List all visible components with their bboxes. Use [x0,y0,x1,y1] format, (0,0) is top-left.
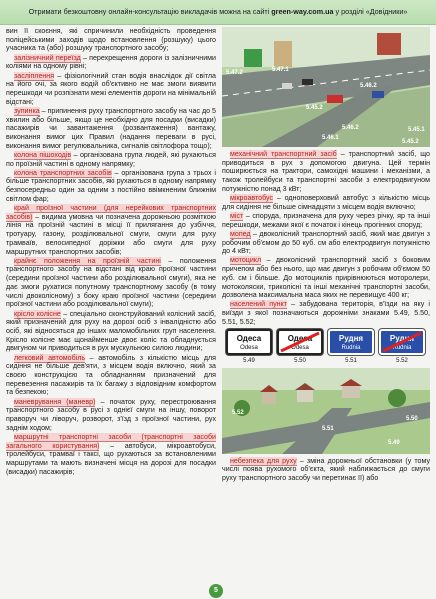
settlement-sign [277,329,323,355]
road-scene-bottom [222,368,430,454]
road-illustration-top [222,27,430,147]
defined-term: колона транспортних засобів [14,168,112,177]
definition-text: – забудована територія, в'їзди на яку і виїзди з якої позначаються дорожніми знаками 5.49, 5.50, 5.51, 5.52; [222,300,430,326]
definition-text: – організована група з трьох і більше транспортних засобів, які рухаються в одному напрямку безпосередньо один за одним з постійно ввімкненим ближнім світлом фар; [6,168,216,203]
definition-text: – спеціально сконструйований колісний засіб, який призначений для руху на дорозі осіб з інвалідністю або осіб, які відносяться до інших маломобільних груп населення. Крісло колісне має щонайменше двоє коліс та обладнується двигуном чи приводиться в рух мускульною силою людини; [6,309,216,353]
image-sign-label: 5.46.1 [322,135,339,141]
right-column [222,27,430,587]
cross-out-line-icon [381,331,423,353]
cross-out-line-icon [279,331,321,353]
sign-city-name: Рудня [389,333,415,343]
defined-term: крайнє положення на проїзній частині [14,256,161,265]
definition-paragraph [6,257,216,309]
definition-paragraph [6,72,216,107]
sign-city-name: Рудня [338,333,364,343]
defined-term: небезпека для руху [230,456,297,465]
definition-paragraph [6,107,216,151]
definition-text: – одноповерховий автобус з кількістю місць для сидіння не більше сімнадцяти з місцем водія включно; [222,194,430,211]
settlement-sign [328,329,374,355]
sign-city-name: Одеса [287,333,313,343]
image-sign-label: 5.46.2 [342,125,359,131]
defined-term: крісло колісне [14,309,61,318]
image-sign-label: 5.50 [406,415,418,422]
definition-text: – двоколісний транспортний засіб, який має двигун з робочим об'ємом до 50 куб. см або електродвигун потужністю до 4 кВт; [222,229,430,256]
definition-paragraph [6,169,216,204]
page-number: 5 [209,584,223,598]
sign-number: 5.52 [396,357,408,364]
road-illustration-bottom [222,368,430,454]
defined-term: засліплення [14,71,55,80]
defined-term: міст [230,211,244,220]
image-sign-label: 5.49 [388,439,400,446]
image-sign-label: 5.46.2 [360,83,377,89]
definition-text: – початок руху, перестроювання транспортного засобу в русі з однієї смуги на іншу, поворот праворуч чи ліворуч, розворот, з'їзд з проїзної частини, рух заднім ходом; [6,397,216,432]
image-sign-label: 5.51 [322,425,334,432]
definition-text: – автобуси, мікроавтобуси, тролейбуси, трамваї і таксі, що рухаються за встановленими маршрутами та мають визначені місця на дорозі для посадки (висадки) пасажирів; [6,441,216,476]
definition-text: – зміна дорожньої обстановки (у тому числі поява рухомого об'єкта, який наближається до смуги руху транспортного засобу чи перетинає її) або [222,456,430,482]
settlement-sign [379,329,425,355]
definition-text: – положення транспортного засобу на відстані від краю проїзної частини (середини проїзної частини або розділювальної смуги), яка не дає змоги рухатися попутному транспортному засобу (в тому числі двоколісному) з боку краю проїзної частини (середини проїзної частини або розділювальної смуги); [6,256,216,309]
definition-paragraph [6,204,216,256]
definition-paragraph [6,354,216,398]
image-sign-label: 5.52 [232,409,244,416]
definition-text: – споруда, призначена для руху через річку, яр та інші перешкоди, межами якої є початок і кінець прогінних споруд; [222,211,430,229]
definition-paragraph [6,398,216,433]
definition-text: – організована група людей, які рухаються по проїзній частині в одному напрямку; [6,150,216,168]
site-link[interactable]: green-way.com.ua [271,7,334,16]
definition-paragraph [6,27,216,53]
defined-term: легковий автомобіль [14,353,86,362]
sign-latin-name: Odesa [291,344,309,351]
defined-term: залізничний переїзд [14,53,81,62]
sign-latin-name: Rudnia [341,344,361,351]
definition-paragraph [6,54,216,71]
definition-text: – транспортний засіб, що приводиться в рух з допомогою двигуна. Цей термін поширюється на трактори, самохідні машини і механізми, а також тролейбуси та транспортні засоби з електродвигуном потужністю понад 3 кВт; [222,150,430,193]
defined-term: край проїзної частини (для нерейкових транспортних засобів) [6,204,216,221]
definition-text: – автомобіль з кількістю місць для сидіння не більше дев'яти, з місцем водія включно, який за своєю конструкцією та обладнанням призначений для перевезення пасажирів та їх багажу з відповідним комфортом та безпекою; [6,353,216,397]
definition-paragraph [6,310,216,354]
left-column [6,27,216,587]
definition-text: – припинення руху транспортного засобу на час до 5 хвилин або більше, якщо це необхідно для посадки (висадки) пасажирів чи завантаження (розвантаження) вантажу, виконання вимог цих Правил (надання переваги в русі, виконання вимог регулювальника, сигналів світлофора тощо); [6,106,216,150]
defined-term: населений пункт [230,300,287,309]
image-sign-label: 5.47.2 [226,70,243,76]
image-sign-label: 5.45.1 [408,127,425,133]
sign-latin-name: Odesa [240,344,258,351]
defined-term: мопед [230,229,251,238]
sign-latin-name: Rudnia [392,344,412,351]
sign-number: 5.51 [345,357,357,364]
definition-paragraph [222,230,430,256]
page-header: Отримати безкоштовну онлайн-консультацію викладачів можна на сайті green-way.com.ua у розділі «Довідники» [0,0,436,25]
definition-paragraph [222,457,430,483]
definition-text: вин її скоєння, які спричинили необхідність проведення поліцейськими заходів щодо встановлення (розшуку) цього учасника та (або) розшуку транспортного засобу; [6,27,216,53]
definition-paragraph [222,150,430,194]
definition-paragraph [6,433,216,477]
image-sign-label: 5.45.2 [306,105,323,111]
image-sign-label: 5.45.2 [402,139,419,145]
sign-number: 5.49 [243,357,255,364]
sign-city-name: Одеса [236,333,262,343]
defined-term: маневрування (маневр) [14,397,96,406]
definition-paragraph [6,151,216,168]
definition-paragraph [222,194,430,211]
defined-term: зупинка [14,106,40,115]
sign-number: 5.50 [294,357,306,364]
road-scene-top [222,27,430,147]
defined-term: мікроавтобус [230,194,274,203]
definition-paragraph [222,212,430,229]
defined-term: колона пішоходів [14,150,72,159]
defined-term: маршрутні транспортні засоби (транспортні засоби загального користування) [6,432,216,450]
settlement-sign [226,329,272,355]
settlement-signs-row [222,329,430,367]
definition-text: – фізіологічний стан водія внаслідок дії світла на його очі, за якого водій об'єктивно не має змоги виявити перешкоди чи розпізнати межі елементів дороги на мінімальній відстані; [6,71,216,106]
definition-paragraph [222,300,430,326]
image-sign-label: 5.47.1 [272,67,289,73]
definition-text: – перехрещення дороги із залізничними коліями на одному рівні; [6,53,216,71]
definition-text: – видима умовна чи позначена дорожньою розміткою лінія на проїзній частині в місці її прилягання до узбіччя, тротуару, газону, розділювальної смуги, смуги для руху трамваїв, велосипедної доріжки або смуги для руху маршрутних транспортних засобів; [6,212,216,256]
definition-paragraph [222,256,430,300]
defined-term: механічний транспортний засіб [230,150,337,158]
defined-term: мотоцикл [230,256,262,265]
definition-text: – двоколісний транспортний засіб з боковим причепом або без нього, що має двигун з робочим об'ємом 50 куб. см і більше. До мотоциклів прирівнюються моторолери, мотоколяски, триколісні та інші механічні транспортні засоби, дозволена максимальна маса яких не перевищує 400 кг; [222,256,430,300]
